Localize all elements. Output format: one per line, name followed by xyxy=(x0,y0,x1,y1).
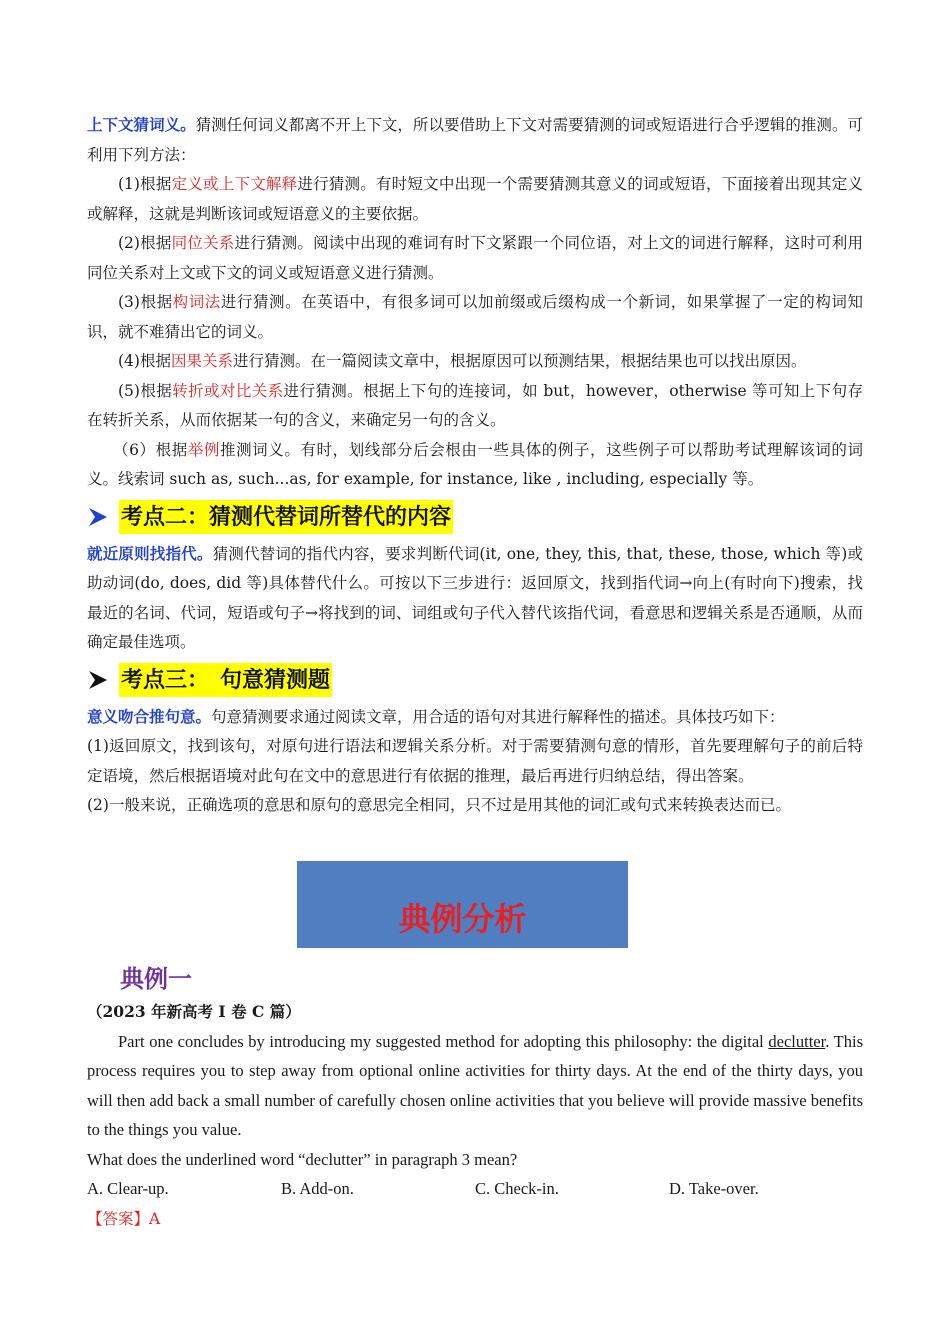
method-5-text: 进行猜测。根据上下句的连接词，如 but，however，otherwise 等可知上下句存在转折关系，从而依据某一句的含义，来确定另一句的含义。 xyxy=(87,381,863,429)
example-title: 典例一 xyxy=(120,963,192,993)
context-guess-text: 猜测任何词义都离不开上下文，所以要借助上下文对需要猜测的词或短语进行合乎逻辑的推测。可利用下列方法： xyxy=(87,116,863,164)
method-3-highlight: 构词法 xyxy=(172,293,221,311)
method-1-prefix: (1)根据 xyxy=(118,175,172,193)
method-4 xyxy=(87,347,863,377)
method-5-highlight: 转折或对比关系 xyxy=(172,381,284,400)
banner-title: 典例分析 xyxy=(398,899,527,938)
example-analysis-banner xyxy=(297,861,628,948)
sentence-meaning-lead: 意义吻合推句意。 xyxy=(87,706,212,726)
method-3-prefix: (3)根据 xyxy=(118,293,173,311)
method-6-prefix: （6）根据 xyxy=(113,440,188,459)
option-b: B. Add-on. xyxy=(281,1179,354,1198)
arrow-bullet-icon xyxy=(87,506,109,528)
option-a: A. Clear-up. xyxy=(87,1179,169,1198)
method-6 xyxy=(87,436,863,495)
method-1-highlight: 定义或上下文解释 xyxy=(171,175,298,193)
section-3-heading xyxy=(87,660,863,700)
method-1-text: 进行猜测。有时短文中出现一个需要猜测其意义的词或短语，下面接着出现其定义或解释，这就是判断该词或短语意义的主要依据。 xyxy=(87,175,863,223)
method-5 xyxy=(87,377,863,436)
underlined-word: declutter xyxy=(768,1031,826,1051)
banner-wrapper xyxy=(87,821,863,941)
option-d: D. Take-over. xyxy=(669,1179,759,1198)
method-6-text: 推测词义。有时，划线部分后会根由一些具体的例子，这些例子可以帮助考试理解该词的词义。线索词 such as, such...as, for example, for instance, like , including, especially 等。 xyxy=(87,440,863,488)
sentence-meaning-intro xyxy=(87,702,863,733)
answer-options xyxy=(87,1174,863,1204)
pronoun-reference-paragraph xyxy=(87,539,863,658)
method-2 xyxy=(87,229,863,288)
method-4-highlight: 因果关系 xyxy=(170,352,233,370)
method-3-text: 进行猜测。在英语中，有很多词可以加前缀或后缀构成一个新词，如果掌握了一定的构词知识，就不难猜出它的词义。 xyxy=(87,293,863,341)
context-guess-intro xyxy=(87,110,863,170)
sentence-meaning-step-2: (2)一般来说，正确选项的意思和原句的意思完全相同，只不过是用其他的词汇或句式来转换表达而已。 xyxy=(87,796,791,814)
example-question: What does the underlined word “declutter” in paragraph 3 mean? xyxy=(87,1149,518,1169)
method-1 xyxy=(87,170,863,229)
method-2-prefix: (2)根据 xyxy=(118,234,172,252)
option-c: C. Check-in. xyxy=(475,1179,559,1198)
method-4-prefix: (4)根据 xyxy=(118,352,171,370)
section-2-heading xyxy=(87,497,863,537)
pronoun-reference-text: 猜测代替词的指代内容，要求判断代词(it, one, they, this, that, these, those, which 等)或助动词(do, does, did 等)具体替代什么。可按以下三步进行：返回原文，找到指代词→向上(有时向下)搜索，找最近的名词、代词，短语或句子→将找到的词、词组或句子代入替代该指代词，看意思和逻辑关系是否通顺，从而确定最佳选项。 xyxy=(87,544,863,651)
example-passage xyxy=(87,1027,863,1145)
passage-before: Part one concludes by introducing my suggested method for adopting this philosophy: the digital xyxy=(118,1031,769,1051)
method-2-highlight: 同位关系 xyxy=(171,234,235,252)
passage-after: . This process requires you to step away from optional online activities for thirty days. At the end of the thirty days, you will then add back a small number of carefully chosen online activities that you believe will provide massive benefits to the things you value. xyxy=(87,1031,863,1139)
answer-line: 【答案】A xyxy=(87,1209,161,1228)
method-6-highlight: 举例 xyxy=(187,440,220,459)
method-3 xyxy=(87,288,863,347)
pronoun-reference-lead: 就近原则找指代。 xyxy=(87,543,213,563)
arrow-bullet-icon xyxy=(87,669,109,691)
example-source: （2023 年新高考 I 卷 C 篇） xyxy=(87,1001,301,1021)
sentence-meaning-step-1: (1)返回原文，找到该句，对原句进行语法和逻辑关系分析。对于需要猜测句意的情形，首先要理解句子的前后特定语境，然后根据语境对此句在文中的意思进行有依据的推理，最后再进行归纳总结，得出答案。 xyxy=(87,737,863,785)
section-2-title: 考点二：猜测代替词所替代的内容 xyxy=(119,500,453,534)
context-guess-lead: 上下文猜词义。 xyxy=(87,115,196,134)
method-4-text: 进行猜测。在一篇阅读文章中，根据原因可以预测结果，根据结果也可以找出原因。 xyxy=(232,352,807,370)
method-2-text: 进行猜测。阅读中出现的难词有时下文紧跟一个同位语，对上文的词进行解释，这时可利用同位关系对上文或下文的词义或短语意义进行猜测。 xyxy=(87,234,863,282)
document-page xyxy=(87,110,863,1234)
method-5-prefix: (5)根据 xyxy=(118,381,173,400)
section-3-title: 考点三： 句意猜测题 xyxy=(119,663,332,697)
sentence-meaning-text: 句意猜测要求通过阅读文章，用合适的语句对其进行解释性的描述。具体技巧如下： xyxy=(211,707,785,726)
